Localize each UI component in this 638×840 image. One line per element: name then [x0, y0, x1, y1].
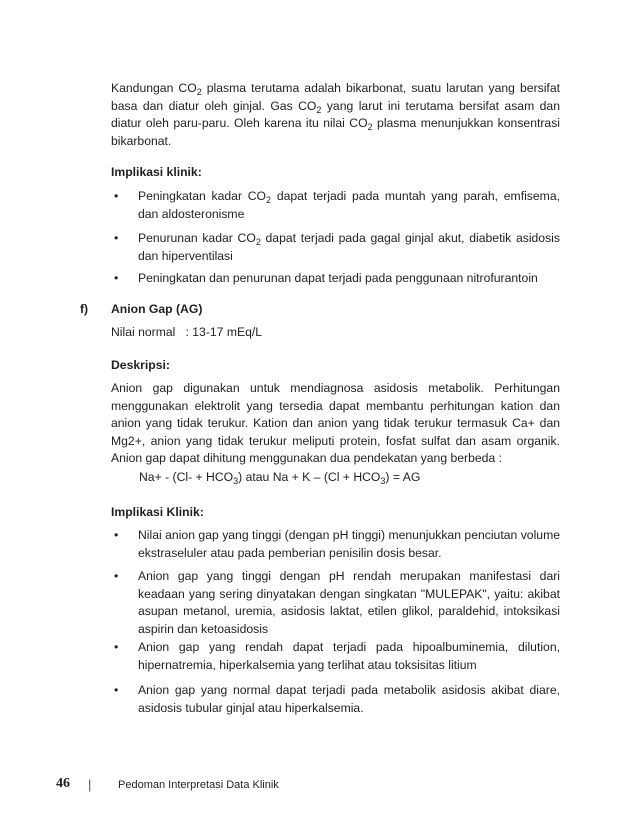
footer-book-title: Pedoman Interpretasi Data Klinik — [118, 779, 279, 791]
list-item — [111, 527, 560, 562]
bullet-icon: • — [114, 528, 119, 542]
bullet-icon: • — [114, 683, 119, 697]
list-item — [111, 568, 560, 638]
intro-text-4: plasma menunjukkan konsentrasi bikarbonat. — [111, 116, 560, 148]
bullet-sub: 2 — [266, 195, 272, 205]
section-letter: f) — [80, 302, 89, 316]
intro-sub-3: 2 — [367, 122, 373, 132]
list-item — [111, 230, 560, 265]
footer-separator: | — [88, 777, 92, 792]
formula-sub: 3 — [233, 476, 239, 486]
formula-text: ) = AG — [385, 470, 421, 484]
page-number: 46 — [56, 776, 70, 791]
implikasi-heading-1: Implikasi klinik: — [111, 165, 202, 179]
bullet-text: Peningkatan dan penurunan dapat terjadi pada penggunaan nitrofurantoin — [138, 271, 538, 285]
formula — [139, 469, 420, 487]
bullet-text: dapat terjadi pada muntah yang parah, emfisema, dan aldosteronisme — [138, 189, 560, 221]
formula-sub: 3 — [380, 476, 386, 486]
bullet-text: Peningkatan kadar CO — [138, 189, 267, 203]
formula-text: ) atau Na + K – (Cl + HCO — [238, 470, 381, 484]
intro-text-3: yang larut ini terutama bersifat asam dan diatur oleh paru-paru. Oleh karena itu nilai CO — [111, 98, 560, 130]
implikasi-heading-2: Implikasi Klinik: — [111, 505, 204, 519]
intro-sub-2: 2 — [316, 104, 322, 115]
formula-text: Na+ - (Cl- + HCO — [139, 470, 234, 484]
bullet-icon: • — [114, 189, 119, 203]
list-item — [111, 682, 560, 717]
intro-sub-1: 2 — [196, 87, 202, 97]
deskripsi-paragraph: Anion gap digunakan untuk mendiagnosa asidosis metabolik. Perhitungan menggunakan elektrolit yang tersedia dapat membantu perhitungan kation dan anion yang tidak terukur. Kation dan anion yang tidak terukur termasuk Ca+ dan Mg2+, anion yang tidak terukur meliputi protein, fosfat sulfat dan asam organik. Anion gap dapat dihitung menggunakan dua pendekatan yang berbeda : — [111, 381, 560, 465]
bullet-icon: • — [114, 271, 119, 285]
bullet-text: Nilai anion gap yang tinggi (dengan pH tinggi) menunjukkan penciutan volume ekstraseluler atau pada pemberian penisilin dosis besar. — [138, 528, 560, 560]
bullet-text: Anion gap yang rendah dapat terjadi pada hipoalbuminemia, dilution, hipernatremia, hiperkalsemia yang terlihat atau toksisitas litium — [138, 640, 560, 672]
bullet-text: dapat terjadi pada gagal ginjal akut, diabetik asidosis dan hiperventilasi — [138, 231, 560, 263]
intro-paragraph — [111, 80, 560, 150]
bullet-text: Anion gap yang normal dapat terjadi pada metabolik asidosis akibat diare, asidosis tubular ginjal atau hiperkalsemia. — [138, 683, 560, 715]
bullet-text: Anion gap yang tinggi dengan pH rendah merupakan manifestasi dari keadaan yang sering dinyatakan dengan singkatan "MULEPAK", yaitu: akibat asupan metanol, uremia, asidosis laktat, etilen glikol, paraldehid, intoksikasi aspirin dan ketoasidosis — [138, 569, 560, 636]
list-item — [111, 188, 560, 223]
bullet-icon: • — [114, 569, 119, 583]
list-item — [111, 639, 560, 674]
deskripsi-heading: Deskripsi: — [111, 358, 170, 372]
bullet-text: Penurunan kadar CO — [138, 231, 256, 245]
bullet-icon: • — [114, 640, 119, 654]
bullet-sub: 2 — [255, 237, 261, 247]
bullet-icon: • — [114, 231, 119, 245]
list-item — [111, 270, 560, 288]
section-title: Anion Gap (AG) — [111, 302, 203, 316]
normal-value: Nilai normal : 13-17 mEq/L — [111, 325, 263, 339]
intro-text-2: plasma terutama adalah bikarbonat, suatu larutan yang bersifat basa dan diatur oleh ginjal. Gas CO — [111, 81, 560, 113]
intro-text-1: Kandungan CO — [111, 81, 197, 95]
